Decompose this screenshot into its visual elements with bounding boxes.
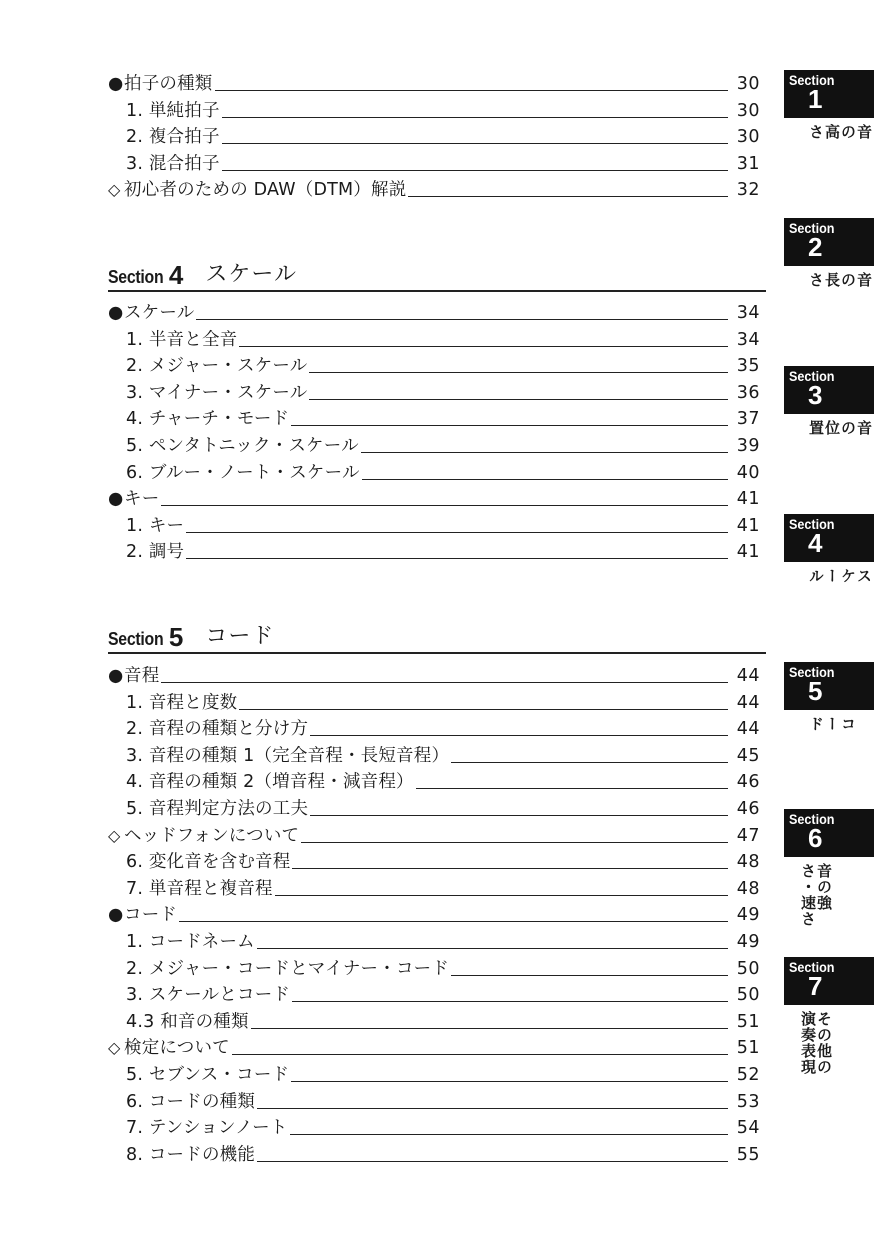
toc-heading-entry[interactable] <box>108 483 760 509</box>
section-tab-2[interactable] <box>784 218 874 288</box>
toc-page-number: 40 <box>736 462 760 483</box>
leader-line <box>361 452 728 453</box>
toc-page-number: 30 <box>736 74 760 94</box>
toc-entry[interactable] <box>108 148 760 174</box>
section-word: Section <box>108 629 164 649</box>
toc-entry[interactable] <box>108 403 760 429</box>
dot-bullet-icon: ● <box>108 666 124 686</box>
toc-page-number: 46 <box>736 772 760 793</box>
toc-entry[interactable] <box>108 1112 760 1138</box>
leader-line <box>292 868 728 869</box>
section-title: スケール <box>205 262 297 287</box>
section-tab-label: コード <box>807 716 857 732</box>
section-tab-label: 音の位置 <box>807 420 873 436</box>
leader-line <box>222 143 728 144</box>
diamond-bullet-icon: ◇ <box>108 180 121 200</box>
toc-page-number: 51 <box>736 1038 760 1059</box>
toc-page-number: 53 <box>736 1091 760 1112</box>
toc-entry-label: 2. 複合拍子 <box>126 127 220 148</box>
toc-entry[interactable] <box>108 350 760 376</box>
toc-entry-label: 5. セブンス・コード <box>126 1065 290 1085</box>
section-tab-word: Section <box>789 811 835 827</box>
leader-line <box>292 1001 728 1002</box>
section-tab-box <box>784 809 874 857</box>
toc-entry-label: 7. 単音程と複音程 <box>126 878 273 899</box>
toc-entry[interactable] <box>108 95 760 121</box>
toc-entry-label: コード <box>124 905 178 926</box>
toc-entry[interactable] <box>108 793 760 819</box>
toc-entry[interactable] <box>108 846 760 872</box>
toc-entry[interactable] <box>108 1086 760 1112</box>
toc-entry-label: 3. スケールとコード <box>126 985 291 1006</box>
toc-entry-label: 4. チャーチ・モード <box>126 409 290 430</box>
toc-entry-label: 検定について <box>124 1038 230 1059</box>
section-word: Section <box>108 267 164 287</box>
toc-entry[interactable] <box>108 953 760 979</box>
section-tab-number: 2 <box>808 232 823 262</box>
toc-page-number: 41 <box>736 515 760 536</box>
leader-line <box>161 682 728 683</box>
dot-bullet-icon: ● <box>108 303 124 323</box>
toc-page-number: 54 <box>736 1118 760 1139</box>
section-tab-6[interactable] <box>784 809 874 927</box>
toc-entry[interactable] <box>108 510 760 536</box>
section-tab-label: スケール <box>807 568 873 584</box>
leader-line <box>215 90 729 91</box>
toc-page-number: 44 <box>736 719 760 740</box>
section-tab-4[interactable] <box>784 514 874 584</box>
toc-entry-label: キー <box>124 489 160 510</box>
section-tab-number: 6 <box>808 823 823 853</box>
leader-line <box>239 346 728 347</box>
toc-page-number: 48 <box>736 852 760 873</box>
section-number: 4 <box>168 260 184 290</box>
leader-line <box>301 842 728 843</box>
toc-entry[interactable] <box>108 121 760 147</box>
toc-entry-label: 1. コードネーム <box>126 932 255 952</box>
toc-entry[interactable] <box>108 430 760 456</box>
leader-line <box>362 479 728 480</box>
toc-page-number: 30 <box>736 100 760 121</box>
toc-page-number: 41 <box>736 542 760 563</box>
leader-line <box>416 788 728 789</box>
toc-page-number: 51 <box>736 1011 760 1032</box>
toc-entry-label: 2. メジャー・コードとマイナー・コード <box>126 958 450 979</box>
toc-entry-label: ヘッドフォンについて <box>124 825 300 846</box>
section-tab-5[interactable] <box>784 662 874 732</box>
section-tab-number: 7 <box>808 971 823 1001</box>
leader-line <box>408 196 728 197</box>
section-tab-number: 1 <box>808 84 823 114</box>
toc-entry[interactable] <box>108 766 760 792</box>
toc-entry[interactable] <box>108 1139 760 1165</box>
section-tab-box <box>784 514 874 562</box>
leader-line <box>310 815 728 816</box>
toc-page-number: 49 <box>736 932 760 952</box>
toc-entry-label: 3. 混合拍子 <box>126 153 220 174</box>
toc-page-number: 46 <box>736 799 760 819</box>
toc-entry-label: 音程 <box>124 666 160 686</box>
section-tab-box <box>784 957 874 1005</box>
toc-entry-label: 5. 音程判定方法の工夫 <box>126 799 309 819</box>
toc-heading-entry[interactable] <box>108 68 760 94</box>
toc-entry-label: 3. マイナー・スケール <box>126 382 308 403</box>
section-tab-word: Section <box>789 220 835 236</box>
section-tab-word: Section <box>789 959 835 975</box>
leader-line <box>257 948 728 949</box>
section-tab-7[interactable] <box>784 957 874 1075</box>
section-tab-box <box>784 218 874 266</box>
leader-line <box>309 372 728 373</box>
leader-line <box>309 399 728 400</box>
toc-page-number: 48 <box>736 878 760 899</box>
toc-entry[interactable] <box>108 1006 760 1032</box>
diamond-bullet-icon: ◇ <box>108 825 121 845</box>
toc-entry[interactable] <box>108 457 760 483</box>
toc-page-number: 44 <box>736 666 760 686</box>
toc-page-number: 34 <box>736 329 760 350</box>
leader-line <box>290 1134 728 1135</box>
leader-line <box>179 921 728 922</box>
toc-heading-entry[interactable] <box>108 899 760 925</box>
leader-line <box>251 1028 728 1029</box>
toc-entry-label: 6. ブルー・ノート・スケール <box>126 462 360 483</box>
toc-entry[interactable] <box>108 979 760 1005</box>
toc-entry-label: 1. 音程と度数 <box>126 692 238 713</box>
toc-entry-label: 8. コードの機能 <box>126 1144 256 1165</box>
toc-entry[interactable] <box>108 324 760 350</box>
toc-page-number: 37 <box>736 409 760 430</box>
leader-line <box>310 735 728 736</box>
toc-page-number: 50 <box>736 985 760 1006</box>
toc-entry[interactable] <box>108 713 760 739</box>
section-4-heading <box>108 258 766 292</box>
leader-line <box>257 1161 728 1162</box>
diamond-bullet-icon: ◇ <box>108 1038 121 1058</box>
toc-heading-entry[interactable] <box>108 660 760 686</box>
toc-page-number: 55 <box>736 1144 760 1165</box>
toc-entry[interactable] <box>108 926 760 952</box>
section-tab-number: 4 <box>808 528 823 558</box>
toc-entry-label: 初心者のための DAW（DTM）解説 <box>124 180 407 201</box>
leader-line <box>451 975 728 976</box>
toc-entry-label: 5. ペンタトニック・スケール <box>126 436 359 456</box>
dot-bullet-icon: ● <box>108 74 124 94</box>
toc-page-number: 34 <box>736 303 760 323</box>
leader-line <box>257 1108 728 1109</box>
leader-line <box>186 558 728 559</box>
leader-line <box>196 319 728 320</box>
section-tab-label: 音の強さ・速さ <box>799 863 833 927</box>
section-tab-label: 音の高さ <box>807 124 873 140</box>
leader-line <box>232 1054 728 1055</box>
toc-entry-label: 1. 単純拍子 <box>126 100 220 121</box>
toc-entry-label: 2. 調号 <box>126 542 185 563</box>
leader-line <box>275 895 728 896</box>
toc-page-number: 41 <box>736 489 760 510</box>
toc-entry[interactable] <box>108 377 760 403</box>
toc-page-number: 50 <box>736 958 760 979</box>
section-title: コード <box>205 624 275 649</box>
toc-page-number: 35 <box>736 356 760 377</box>
toc-entry-label: 7. テンションノート <box>126 1118 288 1139</box>
section-tab-box <box>784 366 874 414</box>
section-tab-number: 5 <box>808 676 823 706</box>
leader-line <box>239 709 728 710</box>
section-tab-word: Section <box>789 516 835 532</box>
toc-page-number: 45 <box>736 745 760 766</box>
toc-heading-entry[interactable] <box>108 1032 760 1058</box>
leader-line <box>186 532 728 533</box>
toc-heading-entry[interactable] <box>108 174 760 200</box>
section-number: 5 <box>168 622 184 652</box>
toc-entry-label: 1. 半音と全音 <box>126 329 238 350</box>
section-tab-box <box>784 70 874 118</box>
section-tab-label: 音の長さ <box>807 272 873 288</box>
toc-page-number: 39 <box>736 436 760 456</box>
leader-line <box>161 505 728 506</box>
section-tab-3[interactable] <box>784 366 874 436</box>
toc-entry-label: 2. メジャー・スケール <box>126 356 308 377</box>
dot-bullet-icon: ● <box>108 489 124 510</box>
section-tab-box <box>784 662 874 710</box>
section-tab-number: 3 <box>808 380 823 410</box>
toc-entry-label: 6. コードの種類 <box>126 1091 256 1112</box>
section-tab-label: その他の演奏表現 <box>799 1011 833 1075</box>
leader-line <box>222 117 728 118</box>
toc-page-number: 52 <box>736 1065 760 1085</box>
section-tab-word: Section <box>789 368 835 384</box>
toc-page-number: 31 <box>736 153 760 174</box>
dot-bullet-icon: ● <box>108 905 124 926</box>
toc-entry-label: 6. 変化音を含む音程 <box>126 852 291 873</box>
toc-entry[interactable] <box>108 1059 760 1085</box>
toc-entry-label: 拍子の種類 <box>124 74 213 94</box>
toc-page-number: 47 <box>736 825 760 846</box>
toc-heading-entry[interactable] <box>108 820 760 846</box>
leader-line <box>291 425 728 426</box>
toc-entry[interactable] <box>108 687 760 713</box>
toc-entry-label: 2. 音程の種類と分け方 <box>126 719 309 740</box>
toc-page-number: 44 <box>736 692 760 713</box>
toc-entry[interactable] <box>108 873 760 899</box>
toc-page-number: 30 <box>736 127 760 148</box>
toc-entry[interactable] <box>108 536 760 562</box>
leader-line <box>222 170 728 171</box>
leader-line <box>451 762 728 763</box>
toc-entry-label: スケール <box>124 303 195 323</box>
toc-heading-entry[interactable] <box>108 297 760 323</box>
section-tab-word: Section <box>789 664 835 680</box>
toc-entry-label: 4.3 和音の種類 <box>126 1011 249 1032</box>
toc-page-number: 32 <box>736 180 760 201</box>
section-tab-1[interactable] <box>784 70 874 140</box>
leader-line <box>291 1081 728 1082</box>
toc-page-number: 49 <box>736 905 760 926</box>
section-5-heading <box>108 620 766 654</box>
section-tab-word: Section <box>789 72 835 88</box>
toc-entry-label: 4. 音程の種類 2（増音程・減音程） <box>126 772 414 793</box>
toc-entry[interactable] <box>108 740 760 766</box>
toc-entry-label: 1. キー <box>126 515 185 536</box>
toc-entry-label: 3. 音程の種類 1（完全音程・長短音程） <box>126 745 450 766</box>
toc-page-number: 36 <box>736 382 760 403</box>
